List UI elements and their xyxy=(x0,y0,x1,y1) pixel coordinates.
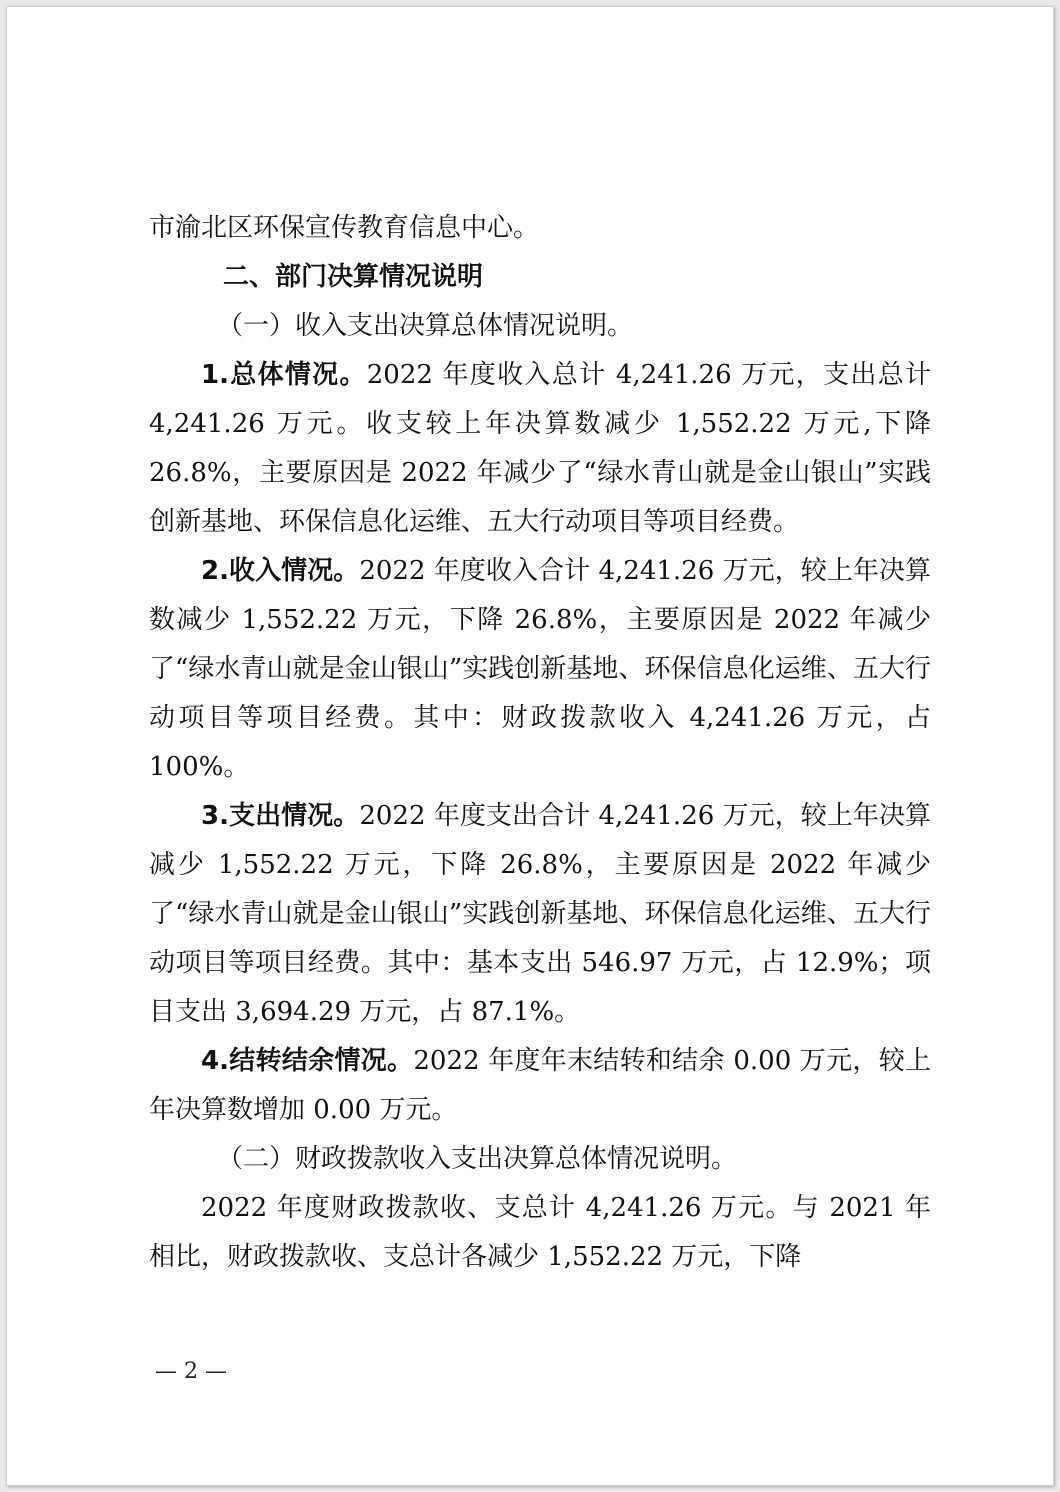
paragraph-text: 2022 年度收入总计 4,241.26 万元，支出总计 4,241.26 万元。收支较上年决算数减少 1,552.22 万元,下降 26.8%，主要原因是 2022 年减少了“绿水青山就是金山银山”实践创新基地、环保信息化运维、五大行动项目等项目经费。 xyxy=(149,360,931,537)
subsection-heading: （二）财政拨款收入支出决算总体情况说明。 xyxy=(217,1144,738,1174)
paragraph-text: 2022 年度年末结转和结余 0.00 万元，较上年决算数增加 0.00 万元。 xyxy=(149,1046,931,1125)
paragraph-title: 1.总体情况。 xyxy=(201,360,367,390)
page-number: — 2 — xyxy=(155,1359,227,1384)
paragraph-title: 3.支出情况。 xyxy=(201,801,360,831)
paragraph-text: 2022 年度支出合计 4,241.26 万元，较上年决算减少 1,552.22 万元，下降 26.8%，主要原因是 2022 年减少了“绿水青山就是金山银山”实践创新基地、环保信息化运维、五大行动项目等项目经费。其中：基本支出 546.97 万元，占 12.9%；项目支出 3,694.29 万元，占 87.1%。 xyxy=(149,801,932,1027)
paragraph-overall xyxy=(149,351,931,547)
text-line: 市渝北区环保宣传教育信息中心。 xyxy=(149,213,540,243)
subsection-heading: （一）收入支出决算总体情况说明。 xyxy=(217,311,634,341)
paragraph-income xyxy=(149,547,931,792)
document-page xyxy=(6,6,1054,1486)
paragraph-expenditure xyxy=(149,792,931,1037)
paragraph-text: 2022 年度收入合计 4,241.26 万元，较上年决算数减少 1,552.22 万元，下降 26.8%，主要原因是 2022 年减少了“绿水青山就是金山银山”实践创新基地、环保信息化运维、五大行动项目等项目经费。其中：财政拨款收入 4,241.26 万元，占 100%。 xyxy=(149,556,932,782)
paragraph-carryover xyxy=(149,1037,931,1135)
section-heading: 二、部门决算情况说明 xyxy=(223,262,484,292)
paragraph-fiscal: 2022 年度财政拨款收、支总计 4,241.26 万元。与 2021 年相比，财政拨款收、支总计各减少 1,552.22 万元，下降 xyxy=(149,1193,931,1272)
paragraph-title: 4.结转结余情况。 xyxy=(201,1046,414,1076)
document-body xyxy=(149,204,931,1282)
paragraph-title: 2.收入情况。 xyxy=(201,556,360,586)
